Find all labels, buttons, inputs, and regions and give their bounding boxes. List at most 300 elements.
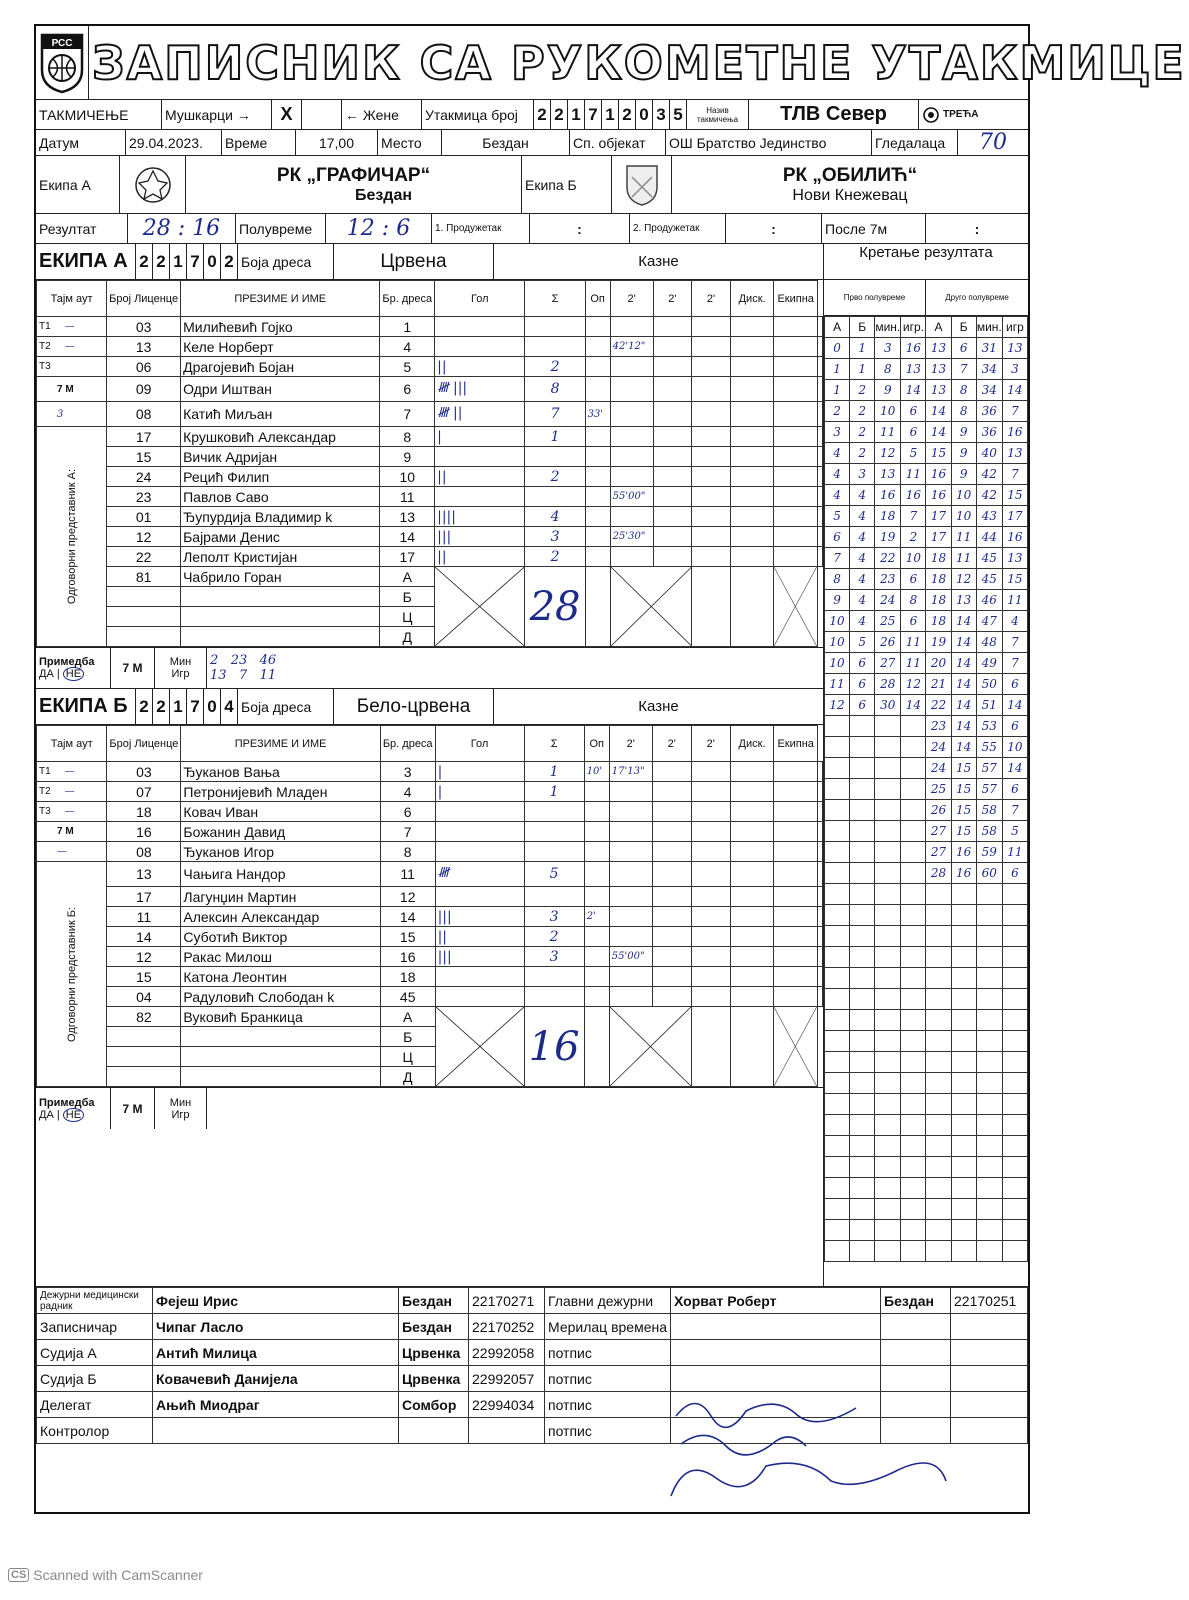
official-license bbox=[107, 1027, 181, 1047]
team-b-code-digit: 1 bbox=[170, 689, 187, 724]
penalty-cell bbox=[730, 427, 774, 447]
player-suspension bbox=[609, 802, 652, 822]
progress-second-cell bbox=[976, 1094, 1002, 1115]
progress-first-cell bbox=[901, 716, 926, 737]
progress-first-cell: 6 bbox=[825, 527, 850, 548]
progress-second-cell: 47 bbox=[976, 611, 1002, 632]
progress-second-cell bbox=[1002, 1220, 1027, 1241]
progress-row bbox=[825, 464, 1028, 485]
progress-second-cell bbox=[951, 1178, 976, 1199]
penalty-cell bbox=[653, 447, 692, 467]
progress-second-cell: 16 bbox=[1002, 527, 1027, 548]
progress-first-cell bbox=[825, 989, 850, 1010]
player-row bbox=[37, 377, 823, 402]
player-row bbox=[37, 402, 823, 427]
progress-first-cell: 4 bbox=[825, 464, 850, 485]
penalty-cell bbox=[774, 357, 818, 377]
official-letter: А bbox=[380, 1007, 435, 1027]
progress-second-cell bbox=[1002, 1136, 1027, 1157]
progress-second-cell bbox=[926, 926, 951, 947]
progress-first-cell bbox=[825, 737, 850, 758]
progress-first-cell: 3 bbox=[850, 464, 875, 485]
player-name: Одри Иштван bbox=[181, 377, 380, 402]
progress-second-cell bbox=[926, 905, 951, 926]
player-goals: 𝍸 ||| bbox=[435, 377, 525, 402]
team-b-info bbox=[672, 156, 1028, 213]
col-2min: 2' bbox=[652, 726, 691, 762]
officials-penalty-cross bbox=[610, 567, 692, 647]
progress-first-cell bbox=[901, 1010, 926, 1031]
player-warning bbox=[584, 967, 609, 987]
progress-second-cell bbox=[976, 1010, 1002, 1031]
official-license-number: 22992057 bbox=[469, 1366, 545, 1392]
col-team: Екипна bbox=[774, 281, 818, 317]
player-jersey: 8 bbox=[380, 842, 435, 862]
player-goal-sum: 3 bbox=[525, 527, 585, 547]
teams-area bbox=[36, 244, 824, 1286]
progress-second-cell: 11 bbox=[951, 548, 976, 569]
progress-first-cell: 2 bbox=[850, 380, 875, 401]
progress-first-cell: 0 bbox=[825, 338, 850, 359]
progress-table bbox=[824, 316, 1028, 1262]
team-penalty-cell bbox=[818, 782, 823, 802]
player-suspension bbox=[610, 402, 653, 427]
player-name: Петронијевић Младен bbox=[181, 782, 380, 802]
progress-second-cell: 59 bbox=[976, 842, 1002, 863]
progress-first-cell bbox=[850, 1178, 875, 1199]
team-a-header bbox=[36, 244, 823, 280]
progress-column-headers: А Б мин. игр. А Б мин. игр bbox=[825, 317, 1028, 338]
progress-second-cell: 50 bbox=[976, 674, 1002, 695]
player-warning bbox=[585, 357, 610, 377]
progress-second-cell: 45 bbox=[976, 548, 1002, 569]
penalty-cell bbox=[730, 357, 774, 377]
penalty-cell bbox=[730, 842, 774, 862]
progress-first-cell: 19 bbox=[875, 527, 901, 548]
signature-judge-a bbox=[676, 1404, 856, 1428]
team-penalty-cell bbox=[818, 507, 823, 527]
player-suspension bbox=[610, 467, 653, 487]
progress-first-cell bbox=[850, 1136, 875, 1157]
official-license-number-2 bbox=[951, 1340, 1028, 1366]
progress-first-cell: 8 bbox=[825, 569, 850, 590]
player-suspension bbox=[609, 822, 652, 842]
player-warning: 10' bbox=[584, 762, 609, 782]
progress-row bbox=[825, 884, 1028, 905]
progress-second-cell: 18 bbox=[926, 611, 951, 632]
player-goals bbox=[435, 987, 524, 1007]
progress-second-cell bbox=[926, 1010, 951, 1031]
progress-second-cell: 57 bbox=[976, 779, 1002, 800]
progress-row bbox=[825, 926, 1028, 947]
progress-second-cell: 16 bbox=[951, 863, 976, 884]
teams-row bbox=[36, 156, 1028, 214]
player-row bbox=[37, 357, 823, 377]
official-city: Црвенка bbox=[399, 1340, 469, 1366]
penalty-cell bbox=[692, 527, 731, 547]
player-row bbox=[37, 1007, 823, 1027]
progress-row bbox=[825, 506, 1028, 527]
progress-row bbox=[825, 695, 1028, 716]
left-cell bbox=[37, 822, 107, 842]
penalty-cell bbox=[691, 947, 730, 967]
progress-row bbox=[825, 947, 1028, 968]
player-jersey: 10 bbox=[380, 467, 435, 487]
official-person: Ањић Миодраг bbox=[153, 1392, 399, 1418]
team-goal-total: 28 bbox=[525, 567, 585, 647]
team-a-jersey-color-label: Боја дреса bbox=[238, 244, 334, 279]
progress-second-cell bbox=[926, 884, 951, 905]
progress-second-cell bbox=[1002, 968, 1027, 989]
penalty-cell bbox=[691, 907, 730, 927]
progress-second-cell: 14 bbox=[951, 737, 976, 758]
player-goal-sum: 1 bbox=[524, 762, 584, 782]
team-penalty-cell bbox=[818, 357, 823, 377]
penalty-cell bbox=[691, 887, 730, 907]
progress-first-cell: 7 bbox=[901, 506, 926, 527]
progress-row bbox=[825, 422, 1028, 443]
player-jersey: 6 bbox=[380, 802, 435, 822]
col-name: ПРЕЗИМЕ И ИМЕ bbox=[181, 281, 380, 317]
progress-second-cell: 31 bbox=[976, 338, 1002, 359]
penalty-cell bbox=[692, 317, 731, 337]
official-role: Делегат bbox=[37, 1392, 153, 1418]
player-goals bbox=[435, 487, 525, 507]
progress-row bbox=[825, 632, 1028, 653]
player-goals bbox=[435, 337, 525, 357]
progress-first-cell: 10 bbox=[875, 401, 901, 422]
official-letter: Б bbox=[380, 587, 435, 607]
page-title: ЗАПИСНИК СА РУКОМЕТНЕ УТАКМИЦЕ bbox=[92, 35, 1186, 90]
player-license: 09 bbox=[107, 377, 181, 402]
penalty-cell bbox=[653, 337, 692, 357]
team-penalty-cell bbox=[818, 907, 823, 927]
left-cell bbox=[37, 402, 107, 427]
player-suspension: 17'13" bbox=[609, 762, 652, 782]
progress-row bbox=[825, 1136, 1028, 1157]
player-suspension: 55'00" bbox=[610, 487, 653, 507]
halftime-label: Полувреме bbox=[236, 214, 326, 243]
player-suspension bbox=[609, 842, 652, 862]
player-goals: || bbox=[435, 927, 524, 947]
penalty-cell bbox=[692, 337, 731, 357]
officials-penalty-cross bbox=[609, 1007, 691, 1087]
progress-first-cell bbox=[825, 1241, 850, 1262]
col-sum: Σ bbox=[524, 726, 584, 762]
spectators-value: 70 bbox=[979, 130, 1007, 155]
officials-team-cross-mark bbox=[774, 567, 817, 646]
official-license-number: 22170252 bbox=[469, 1314, 545, 1340]
progress-second-cell bbox=[926, 1031, 951, 1052]
col-license: Број Лиценце bbox=[107, 726, 181, 762]
progress-second-cell bbox=[926, 1094, 951, 1115]
progress-first-cell: 11 bbox=[901, 653, 926, 674]
team-a-remark-label: Примедба bbox=[39, 656, 95, 668]
progress-second-cell bbox=[926, 1157, 951, 1178]
penalty-cell bbox=[774, 427, 818, 447]
penalty-cell bbox=[774, 822, 818, 842]
player-goal-sum bbox=[524, 842, 584, 862]
official-city bbox=[399, 1418, 469, 1444]
player-goals: |||| bbox=[435, 507, 525, 527]
team-penalty-cell bbox=[818, 527, 823, 547]
progress-second-cell: 14 bbox=[926, 401, 951, 422]
progress-first-cell bbox=[875, 1031, 901, 1052]
officials-penalty-cross-mark bbox=[610, 1007, 691, 1086]
progress-first-cell bbox=[875, 1241, 901, 1262]
progress-second-cell: 19 bbox=[926, 632, 951, 653]
progress-first-cell: 9 bbox=[825, 590, 850, 611]
col-2min: 2' bbox=[691, 726, 730, 762]
scanner-text: Scanned with CamScanner bbox=[33, 1567, 203, 1583]
penalty-cell bbox=[730, 967, 774, 987]
team-b-remark-row bbox=[36, 1087, 823, 1129]
penalty-cell bbox=[774, 862, 818, 887]
progress-second-cell: 11 bbox=[1002, 590, 1027, 611]
player-goals: 𝍸 bbox=[435, 862, 524, 887]
player-suspension bbox=[609, 907, 652, 927]
player-warning bbox=[584, 842, 609, 862]
team-penalty-cell bbox=[818, 467, 823, 487]
official-city: Бездан bbox=[399, 1314, 469, 1340]
progress-second-cell: 16 bbox=[926, 464, 951, 485]
progress-first-cell bbox=[875, 737, 901, 758]
team-b-code-digit: 2 bbox=[153, 689, 170, 724]
match-digit: 1 bbox=[602, 100, 619, 129]
player-goals: 𝍸 || bbox=[435, 402, 525, 427]
place-label: Место bbox=[378, 130, 442, 155]
progress-second-cell: 53 bbox=[976, 716, 1002, 737]
team-a-code-digit: 2 bbox=[136, 244, 153, 279]
timeout-label: Т2 bbox=[39, 786, 51, 797]
progress-second-cell: 8 bbox=[951, 401, 976, 422]
player-warning: 2' bbox=[584, 907, 609, 927]
penalty-cell bbox=[774, 762, 818, 782]
title-row bbox=[36, 26, 1186, 100]
penalty-cell bbox=[730, 762, 774, 782]
progress-first-cell: 2 bbox=[901, 527, 926, 548]
progress-second-cell: 49 bbox=[976, 653, 1002, 674]
team-b-jersey-color: Бело-црвена bbox=[334, 689, 494, 724]
player-suspension bbox=[609, 782, 652, 802]
official-license bbox=[107, 1067, 181, 1087]
match-digit: 0 bbox=[636, 100, 653, 129]
progress-second-cell bbox=[926, 968, 951, 989]
progress-second-cell bbox=[1002, 1052, 1027, 1073]
progress-first-cell bbox=[901, 779, 926, 800]
progress-second-cell: 3 bbox=[1002, 359, 1027, 380]
progress-second-cell bbox=[1002, 926, 1027, 947]
officials-penalty-cross-mark-lines bbox=[611, 567, 692, 646]
progress-second-cell bbox=[926, 1178, 951, 1199]
team-b-code-digit: 2 bbox=[136, 689, 153, 724]
progress-second-cell: 16 bbox=[926, 485, 951, 506]
progress-first-cell bbox=[875, 926, 901, 947]
timeout-label: Т3 bbox=[39, 806, 51, 817]
official-letter: Ц bbox=[380, 607, 435, 627]
official-name bbox=[181, 587, 380, 607]
col-warning: Оп bbox=[584, 726, 609, 762]
team-goal-total: 16 bbox=[524, 1007, 584, 1087]
penalty-cell bbox=[730, 802, 774, 822]
team-b-table bbox=[36, 725, 823, 1087]
timeout-mark: — bbox=[64, 786, 75, 797]
team-penalty-cell bbox=[818, 317, 823, 337]
progress-first-cell bbox=[825, 1178, 850, 1199]
player-jersey: 4 bbox=[380, 337, 435, 357]
team-b-crest-icon bbox=[624, 163, 660, 207]
progress-second-cell bbox=[976, 1157, 1002, 1178]
progress-first-cell: 11 bbox=[875, 422, 901, 443]
progress-second-cell: 23 bbox=[926, 716, 951, 737]
penalty-cell bbox=[653, 527, 692, 547]
progress-second-cell: 11 bbox=[1002, 842, 1027, 863]
progress-first-cell: 4 bbox=[850, 548, 875, 569]
progress-second-cell: 17 bbox=[926, 506, 951, 527]
player-name: Бајрами Денис bbox=[181, 527, 380, 547]
penalty-cell bbox=[730, 467, 774, 487]
penalty-cell bbox=[774, 927, 818, 947]
player-goals: || bbox=[435, 547, 525, 567]
penalty-cell bbox=[774, 317, 818, 337]
penalty-cell bbox=[652, 762, 691, 782]
progress-row bbox=[825, 1115, 1028, 1136]
penalty-cell bbox=[652, 947, 691, 967]
progress-second-cell bbox=[976, 1241, 1002, 1262]
progress-first-cell: 6 bbox=[850, 695, 875, 716]
player-row bbox=[37, 427, 823, 447]
player-goal-sum bbox=[525, 447, 585, 467]
progress-first-cell bbox=[901, 821, 926, 842]
official-role: Дежурни медицински радник bbox=[37, 1288, 153, 1314]
player-goal-sum bbox=[525, 487, 585, 507]
col-warning: Оп bbox=[585, 281, 610, 317]
federation-shield-icon bbox=[39, 32, 85, 94]
progress-second-cell: 5 bbox=[1002, 821, 1027, 842]
progress-first-cell bbox=[875, 989, 901, 1010]
penalty-cell bbox=[692, 402, 731, 427]
official-role-2: Мерилац времена bbox=[545, 1314, 671, 1340]
penalty-cell bbox=[652, 907, 691, 927]
player-row bbox=[37, 467, 823, 487]
player-goals: | bbox=[435, 782, 524, 802]
left-cell bbox=[37, 377, 107, 402]
player-license: 15 bbox=[107, 447, 181, 467]
progress-first-cell: 5 bbox=[825, 506, 850, 527]
progress-second-cell bbox=[951, 1094, 976, 1115]
match-digit: 2 bbox=[619, 100, 636, 129]
player-warning bbox=[585, 337, 610, 357]
progress-second-cell bbox=[1002, 905, 1027, 926]
player-name: Крушковић Александар bbox=[181, 427, 380, 447]
progress-row bbox=[825, 527, 1028, 548]
progress-first-cell bbox=[875, 1010, 901, 1031]
progress-first-cell bbox=[901, 968, 926, 989]
progress-row bbox=[825, 569, 1028, 590]
progress-first-cell: 1 bbox=[825, 380, 850, 401]
progress-row bbox=[825, 674, 1028, 695]
player-goals: || bbox=[435, 467, 525, 487]
progress-first-cell bbox=[901, 1157, 926, 1178]
progress-second-cell bbox=[976, 926, 1002, 947]
left-cell bbox=[37, 842, 107, 862]
progress-first-cell: 10 bbox=[825, 611, 850, 632]
progress-second-cell: 14 bbox=[951, 674, 976, 695]
team-penalty-cell bbox=[818, 822, 823, 842]
progress-first-cell bbox=[901, 1199, 926, 1220]
men-label: Мушкарци → bbox=[162, 100, 272, 129]
timeout-label: Т1 bbox=[39, 766, 51, 777]
team-b-penalties-label: Казне bbox=[638, 698, 679, 715]
league-badge: ТРЕЋА bbox=[919, 100, 1028, 129]
penalty-cell bbox=[691, 987, 730, 1007]
player-goal-sum bbox=[524, 802, 584, 822]
progress-second-cell: 6 bbox=[1002, 716, 1027, 737]
player-goals: ||| bbox=[435, 907, 524, 927]
progress-second-cell: 16 bbox=[951, 842, 976, 863]
progress-first-cell bbox=[850, 779, 875, 800]
player-jersey: 18 bbox=[380, 967, 435, 987]
left-cell bbox=[37, 337, 107, 357]
player-suspension bbox=[610, 547, 653, 567]
progress-second-cell: 18 bbox=[926, 590, 951, 611]
progress-second-cell: 14 bbox=[951, 695, 976, 716]
progress-first-cell: 10 bbox=[825, 653, 850, 674]
penalty-cell bbox=[730, 862, 774, 887]
officials-goal-cross-mark-lines bbox=[435, 567, 524, 646]
progress-first-cell bbox=[875, 1136, 901, 1157]
penalty-cell bbox=[774, 337, 818, 357]
col-license: Број Лиценце bbox=[107, 281, 181, 317]
team-penalty-cell bbox=[818, 402, 823, 427]
player-row bbox=[37, 907, 823, 927]
penalty-cell bbox=[585, 567, 610, 647]
official-person: Фејеш Ирис bbox=[153, 1288, 399, 1314]
timeout-mark: — bbox=[64, 321, 75, 332]
progress-second-cell: 34 bbox=[976, 359, 1002, 380]
official-role-2: потпис bbox=[545, 1340, 671, 1366]
player-jersey: 14 bbox=[380, 907, 435, 927]
team-a-7m-values: 2 23 46 13 7 11 bbox=[210, 653, 277, 683]
official-city-2: Бездан bbox=[881, 1288, 951, 1314]
progress-first-cell bbox=[850, 1052, 875, 1073]
progress-first-cell bbox=[825, 1199, 850, 1220]
progress-second-cell: 7 bbox=[1002, 401, 1027, 422]
officials-goal-cross-mark bbox=[435, 567, 524, 646]
progress-first-cell bbox=[901, 884, 926, 905]
time-value: 17,00 bbox=[296, 130, 378, 155]
progress-second-cell: 24 bbox=[926, 737, 951, 758]
progress-first-cell: 5 bbox=[850, 632, 875, 653]
progress-first-cell: 14 bbox=[901, 695, 926, 716]
penalty-cell bbox=[652, 967, 691, 987]
player-name: Катона Леонтин bbox=[181, 967, 380, 987]
progress-first-cell: 13 bbox=[875, 464, 901, 485]
progress-second-cell bbox=[976, 1073, 1002, 1094]
progress-second-cell bbox=[951, 1199, 976, 1220]
progress-second-cell: 28 bbox=[926, 863, 951, 884]
progress-second-cell bbox=[976, 1178, 1002, 1199]
penalty-cell bbox=[774, 907, 818, 927]
team-penalty-cell bbox=[818, 762, 823, 782]
progress-second-cell: 42 bbox=[976, 464, 1002, 485]
federation-logo bbox=[36, 26, 89, 99]
penalty-cell bbox=[692, 507, 731, 527]
player-name: Ђуканов Вања bbox=[181, 762, 380, 782]
player-goal-sum bbox=[524, 822, 584, 842]
official-letter: Б bbox=[380, 1027, 435, 1047]
team-a-city: Бездан bbox=[354, 186, 413, 204]
